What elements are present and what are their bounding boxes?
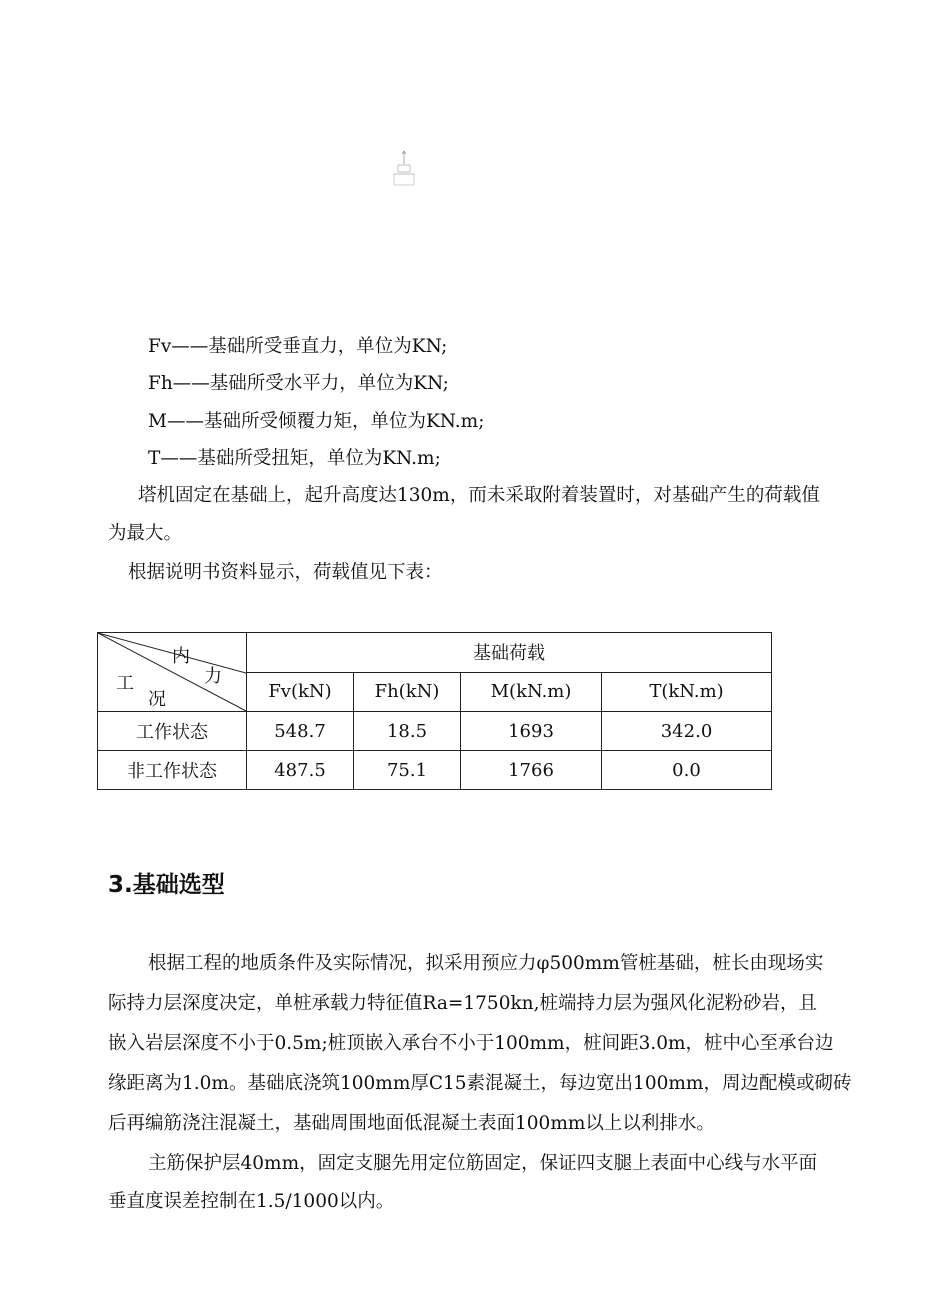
para-table-intro: 根据说明书资料显示，荷载值见下表： [128, 562, 443, 583]
cell-t: 0.0 [602, 751, 772, 790]
col-header-t: T(kN.m) [602, 672, 772, 712]
para-tower-line1: 塔机固定在基础上，起升高度达130m，而未采取附着装置时，对基础产生的荷载值 [138, 485, 820, 506]
col-header-m: M(kN.m) [461, 672, 602, 712]
table-row [98, 751, 772, 790]
body-p1-line2: 际持力层深度决定，单桩承载力特征值Ra=1750kn,桩端持力层为强风化泥粉砂岩，且 [108, 993, 817, 1014]
col-header-fv: Fv(kN) [247, 672, 354, 712]
para-tower-line2: 为最大。 [108, 523, 183, 544]
table-row [98, 712, 772, 751]
corner-label-bottom: 况 [148, 689, 166, 710]
definition-fh: Fh——基础所受水平力，单位为KN; [148, 373, 449, 394]
col-header-fh: Fh(kN) [354, 672, 461, 712]
cell-fv: 548.7 [247, 712, 354, 751]
body-p2-line2: 垂直度误差控制在1.5/1000以内。 [108, 1191, 395, 1212]
definition-t: T——基础所受扭矩，单位为KN.m; [148, 448, 441, 469]
row-label: 非工作状态 [98, 751, 247, 790]
cell-fh: 75.1 [354, 751, 461, 790]
cell-m: 1766 [461, 751, 602, 790]
body-p1-line4: 缘距离为1.0m。基础底浇筑100mm厚C15素混凝土，每边宽出100mm，周边配模或砌砖 [108, 1073, 852, 1094]
corner-label-right: 力 [204, 666, 222, 687]
cell-fv: 487.5 [247, 751, 354, 790]
row-label: 工作状态 [98, 712, 247, 751]
definition-m: M——基础所受倾覆力矩，单位为KN.m; [148, 411, 485, 432]
body-p1-line5: 后再编筋浇注混凝土，基础周围地面低混凝土表面100mm以上以利排水。 [108, 1113, 715, 1134]
corner-label-top: 内 [172, 646, 190, 667]
group-header: 基础荷载 [247, 633, 772, 673]
table-corner-cell [98, 633, 247, 712]
foundation-figure-thumbnail [393, 150, 415, 186]
load-table [97, 632, 772, 790]
section-heading: 3.基础选型 [108, 872, 225, 898]
definition-fv: Fv——基础所受垂直力，单位为KN; [148, 336, 448, 357]
cell-t: 342.0 [602, 712, 772, 751]
body-p1-line3: 嵌入岩层深度不小于0.5m;桩顶嵌入承台不小于100mm，桩间距3.0m，桩中心至承台边 [108, 1033, 834, 1054]
body-p1-line1: 根据工程的地质条件及实际情况，拟采用预应力φ500mm管桩基础，桩长由现场实 [148, 953, 824, 974]
corner-label-left: 工 [116, 673, 134, 694]
body-p2-line1: 主筋保护层40mm，固定支腿先用定位筋固定，保证四支腿上表面中心线与水平面 [148, 1153, 818, 1174]
cell-m: 1693 [461, 712, 602, 751]
cell-fh: 18.5 [354, 712, 461, 751]
